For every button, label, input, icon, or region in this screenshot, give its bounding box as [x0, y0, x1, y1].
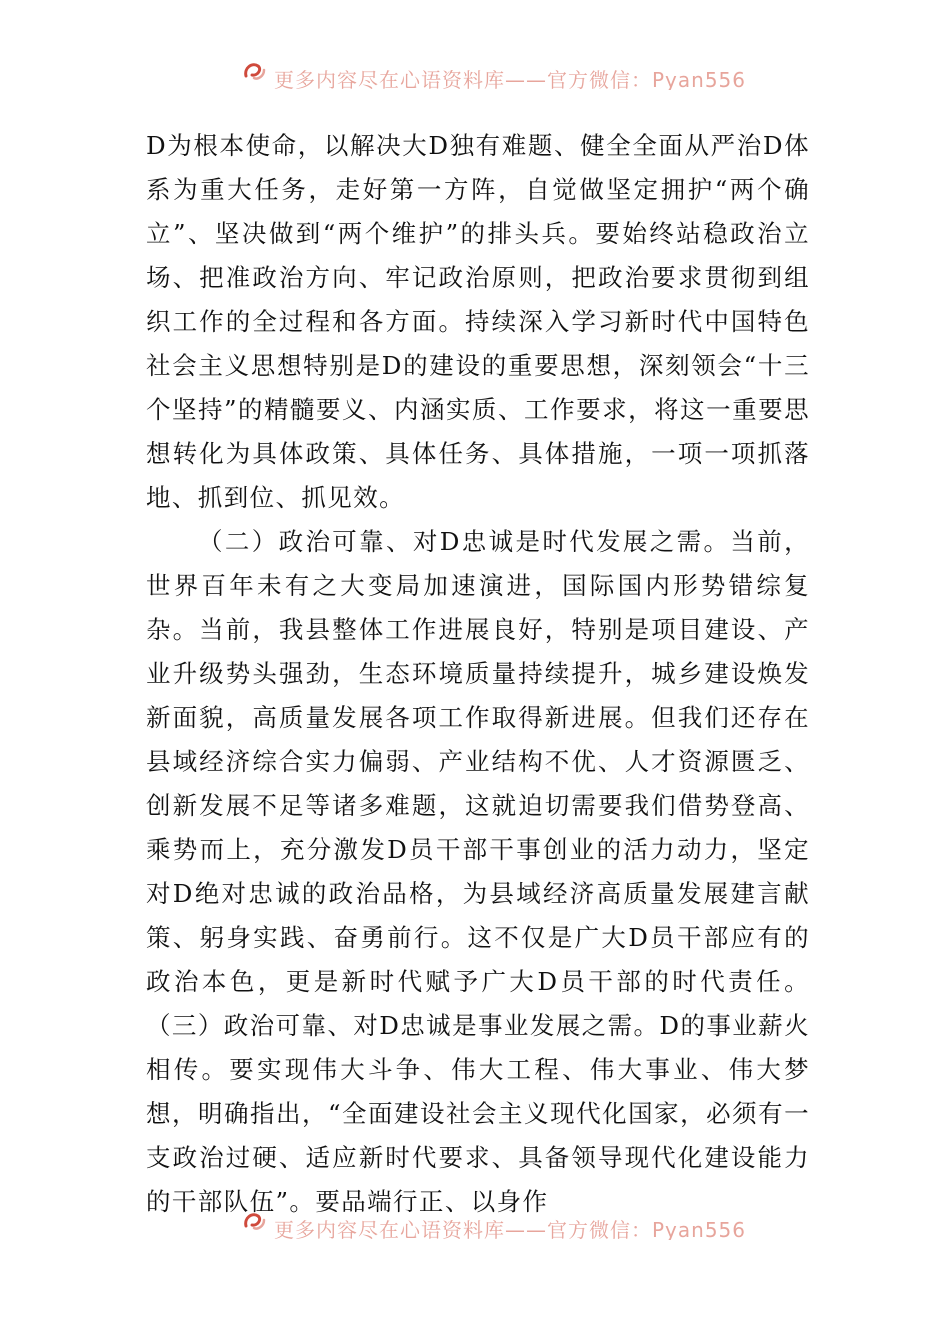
paragraph: D为根本使命，以解决大D独有难题、健全全面从严治D体系为重大任务，走好第一方阵，自觉做坚定拥护“两个确立”、坚决做到“两个维护”的排头兵。要始终站稳政治立场、把准政治方向、牢记政治原则，把政治要求贯彻到组织工作的全过程和各方面。持续深入学习新时代中国特色社会主义思想特别是D的建设的重要思想，深刻领会“十三个坚持”的精髓要义、内涵实质、工作要求，将这一重要思想转化为具体政策、具体任务、具体措施，一项一项抓落地、抓到位、抓见效。 — [146, 131, 810, 512]
watermark-banner-bottom — [0, 1200, 950, 1240]
watermark-banner-top — [0, 50, 950, 90]
paragraph: （二）政治可靠、对D忠诚是时代发展之需。当前，世界百年未有之大变局加速演进，国际国内形势错综复杂。当前，我县整体工作进展良好，特别是项目建设、产业升级势头强劲，生态环境质量持续提升，城乡建设焕发新面貌，高质量发展各项工作取得新进展。但我们还存在县域经济综合实力偏弱、产业结构不优、人才资源匮乏、创新发展不足等诸多难题，这就迫切需要我们借势登高、乘势而上，充分激发D员干部干事创业的活力动力，坚定对D绝对忠诚的政治品格，为县域经济高质量发展建言献策、躬身实践、奋勇前行。这不仅是广大D员干部应有的政治本色，更是新时代赋予广大D员干部的时代责任。（三）政治可靠、对D忠诚是事业发展之需。D的事业薪火相传。要实现伟大斗争、伟大工程、伟大事业、伟大梦想，明确指出，“全面建设社会主义现代化国家，必须有一支政治过硬、适应新时代要求、具备领导现代化建设能力的干部队伍”。要品端行正、以身作 — [146, 527, 810, 1216]
document-body — [146, 124, 810, 1224]
watermark-group — [240, 1200, 746, 1240]
watermark-text: 更多内容尽在心语资料库——官方微信：Pyan556 — [274, 67, 747, 90]
watermark-text: 更多内容尽在心语资料库——官方微信：Pyan556 — [274, 1217, 747, 1240]
brand-logo-icon — [240, 1206, 268, 1234]
brand-logo-icon — [240, 56, 268, 84]
watermark-group — [240, 50, 746, 90]
